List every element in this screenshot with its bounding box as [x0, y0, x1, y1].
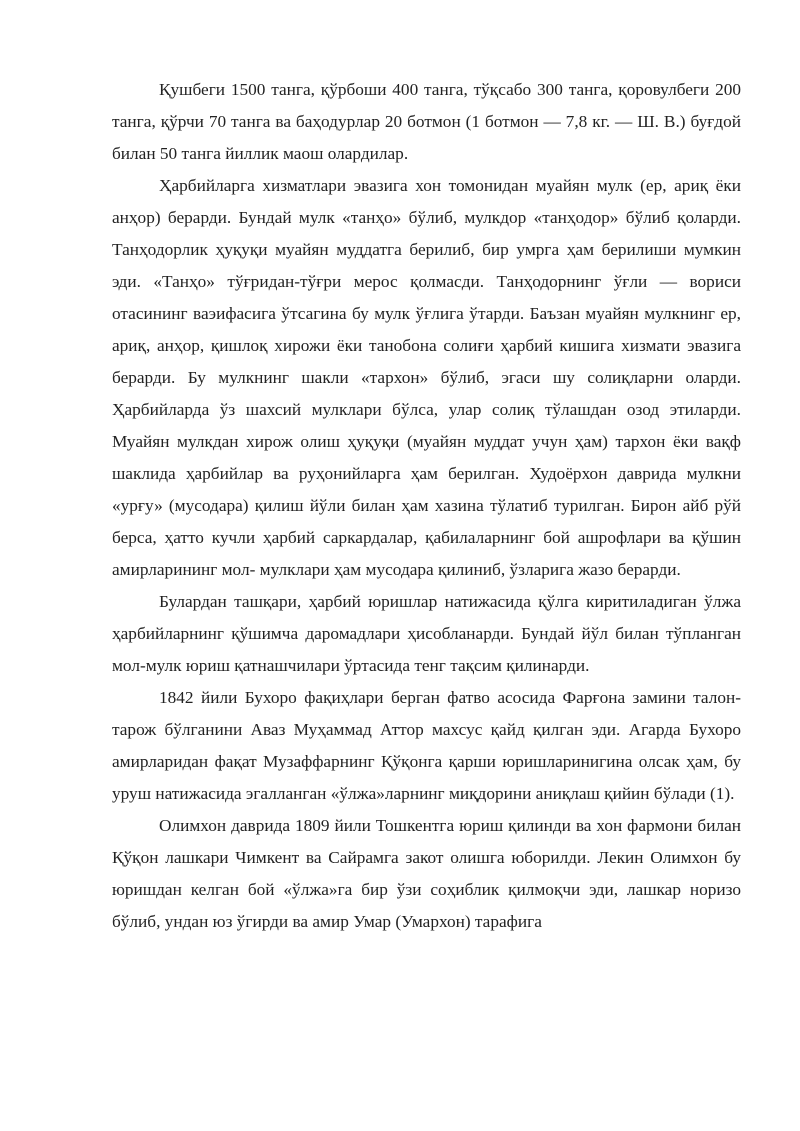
paragraph-land-grants: Ҳарбийларга хизматлари эвазига хон томонидан муайян мулк (ер, ариқ ёки анҳор) берарди. Бундай мулк «танҳо» бўлиб, мулкдор «танҳодор» бўлиб қоларди. Танҳодорлик ҳуқуқи муайян муддатга берилиб, бир умрга ҳам берилиши мумкин эди. «Танҳо» тўғридан-тўғри мерос қолмасди. Танҳодорнинг ўғли — вориси отасининг ваэифасига ўтсагина бу мулк ўғлига ўтарди. Баъзан муайян мулкнинг ер, ариқ, анҳор, қишлоқ хирожи ёки танобона солиғи ҳарбий кишига хизмати эвазига берарди. Бу мулкнинг шакли «тархон» бўлиб, эгаси шу солиқларни оларди. Ҳарбийларда ўз шахсий мулклари бўлса, улар солиқ тўлашдан озод этиларди. Муайян мулкдан хирож олиш ҳуқуқи (муайян муддат учун ҳам) тархон ёки вақф шаклида ҳарбийлар ва руҳонийларга ҳам берилган. Худоёрхон даврида мулкни «урғу» (мусодара) қилиш йўли билан ҳам хазина тўлатиб турилган. Бирон айб рўй берса, ҳатто кучли ҳарбий саркардалар, қабилаларнинг бой ашрофлари ва қўшин амирларининг мол- мулклари ҳам мусодара қилиниб, ўзларига жазо берарди.: [112, 176, 741, 579]
paragraph-salaries: Қушбеги 1500 танга, қўрбоши 400 танга, тўқсабо 300 танга, қоровулбеги 200 танга, қўрчи 70 танга ва баҳодурлар 20 ботмон (1 ботмон — 7,8 кг. — Ш. В.) буғдой билан 50 танга йиллик маош олардилар.: [112, 80, 741, 163]
document-body: [112, 74, 741, 938]
paragraph-1809-campaign: Олимхон даврида 1809 йили Тошкентга юриш қилинди ва хон фармони билан Қўқон лашкари Чимкент ва Сайрамга закот олишга юборилди. Лекин Олимхон бу юришдан келган бой «ўлжа»га бир ўзи соҳиблик қилмоқчи эди, лашкар норизо бўлиб, ундан юз ўгирди ва амир Умар (Умархон) тарафига: [112, 816, 741, 931]
paragraph-war-spoils: Булардан ташқари, ҳарбий юришлар натижасида қўлга киритиладиган ўлжа ҳарбийларнинг қўшимча даромадлари ҳисобланарди. Бундай йўл билан тўпланган мол-мулк юриш қатнашчилари ўртасида тенг тақсим қилинарди.: [112, 592, 741, 675]
paragraph-1842-fatwa: 1842 йили Бухоро фақиҳлари берган фатво асосида Фарғона замини талон-тарож бўлганини Аваз Муҳаммад Аттор махсус қайд қилган эди. Агарда Бухоро амирларидан фақат Музаффарнинг Қўқонга қарши юришларинигина олсак ҳам, бу уруш натижасида эгалланган «ўлжа»ларнинг миқдорини аниқлаш қийин бўлади (1).: [112, 688, 741, 803]
